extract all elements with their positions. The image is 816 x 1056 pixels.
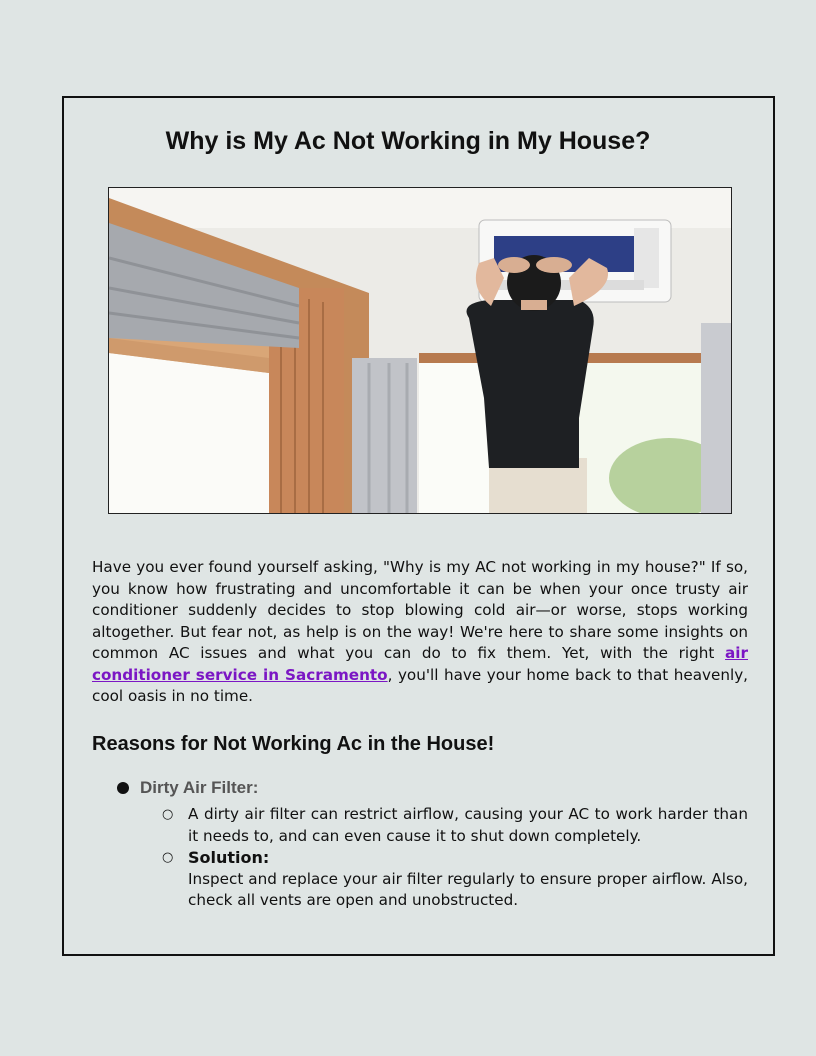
solution-text: Inspect and replace your air filter regularly to ensure proper airflow. Also, check all vents are open and unobstructed. xyxy=(188,869,748,909)
intro-text-after: , you'll have your home back to that heavenly, cool oasis in no time. xyxy=(92,665,749,705)
page-title: Why is My Ac Not Working in My House? xyxy=(165,127,651,155)
sub-item-description xyxy=(162,804,748,847)
list-item-dirty-filter xyxy=(117,778,258,798)
intro-paragraph xyxy=(92,557,748,708)
section-heading: Reasons for Not Working Ac in the House! xyxy=(92,733,495,755)
solution-label: Solution: xyxy=(188,848,270,867)
hollow-bullet-icon: ○ xyxy=(162,850,174,865)
list-item-label: Dirty Air Filter: xyxy=(140,778,259,797)
bullet-icon xyxy=(117,782,129,794)
ac-service-link[interactable]: air conditioner service in Sacramento xyxy=(92,644,748,684)
hollow-bullet-icon: ○ xyxy=(162,807,174,822)
sub-item-text: A dirty air filter can restrict airflow, causing your AC to work harder than it needs to, and can even cause it to shut down completely. xyxy=(188,805,748,845)
sub-item-solution xyxy=(162,847,748,912)
ac-repair-photo xyxy=(108,187,732,514)
intro-text-before: Have you ever found yourself asking, "Why is my AC not working in my house?" If so, you know how frustrating and uncomfortable it can be when your once trusty air conditioner suddenly decides to stop blowing cold air—or worse, stops working altogether. But fear not, as help is on the way! We're here to share some insights on common AC issues and what you can do to fix them. Yet, with the right xyxy=(92,558,748,662)
